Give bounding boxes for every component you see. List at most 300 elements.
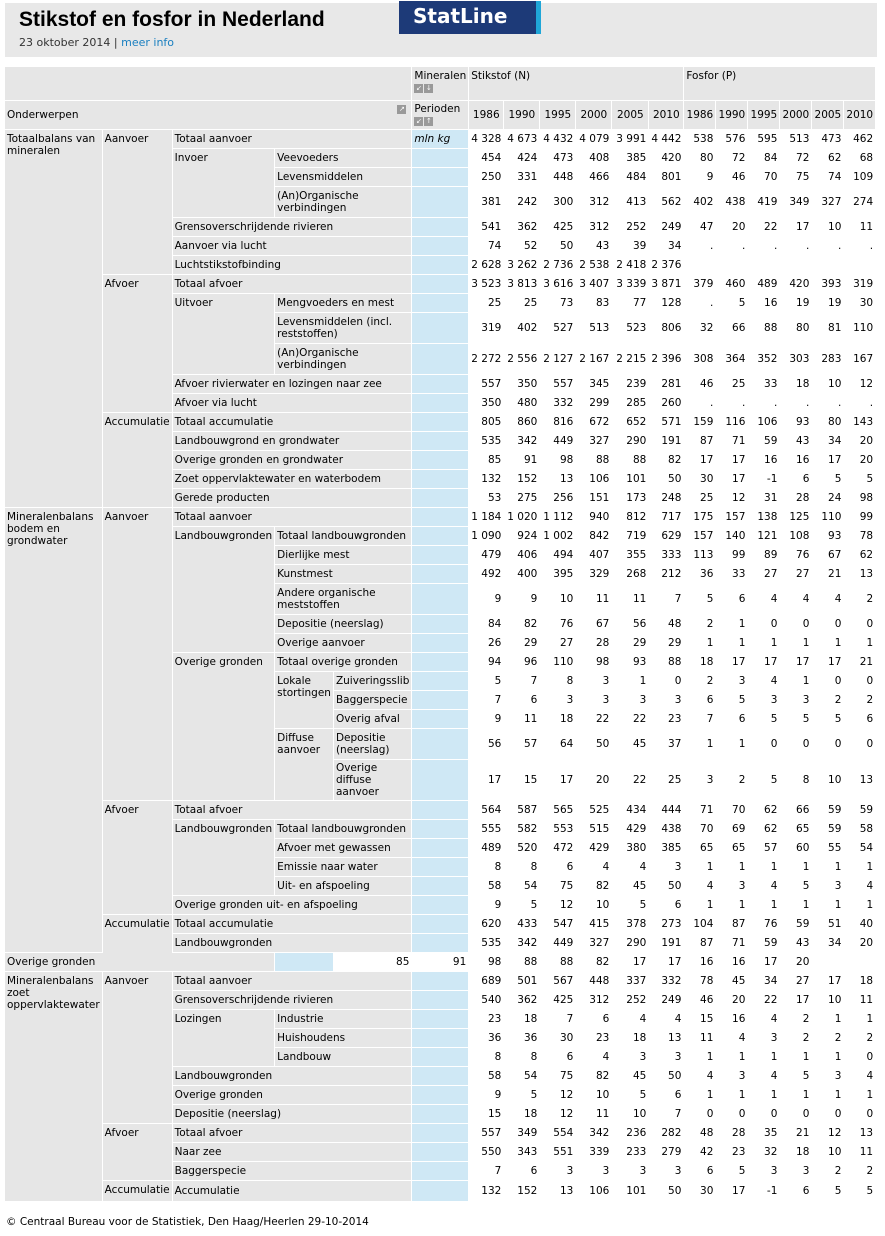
value-n: 8 — [504, 1048, 539, 1066]
value-p: 10 — [812, 760, 843, 800]
unit-cell — [412, 896, 468, 914]
value-n: 37 — [649, 729, 683, 759]
value-n: 74 — [469, 237, 503, 255]
unit-cell — [412, 275, 468, 293]
unit-cell — [412, 313, 468, 343]
value-n: 6 — [504, 691, 539, 709]
subgroup-overige-gronden: Overige gronden — [173, 653, 275, 800]
value-n: 22 — [576, 710, 611, 728]
value-p: 4 — [748, 672, 779, 690]
value-n: 252 — [612, 218, 648, 236]
unit-cell — [412, 256, 468, 274]
value-n: 312 — [576, 187, 611, 217]
value-n: 547 — [540, 915, 575, 933]
value-n: 67 — [576, 615, 611, 633]
table-row — [5, 1181, 875, 1201]
value-p: 0 — [844, 615, 875, 633]
value-p: 21 — [844, 653, 875, 671]
value-p: 125 — [780, 508, 811, 526]
value-p: 3 — [716, 877, 747, 895]
value-n: 3 616 — [540, 275, 575, 293]
section-totaalbalans: Totaalbalans van mineralen — [5, 130, 102, 507]
value-p: 34 — [812, 934, 843, 952]
value-p: 32 — [748, 1143, 779, 1161]
value-p — [748, 256, 779, 274]
value-p: 4 — [748, 1010, 779, 1028]
value-p: 17 — [612, 953, 648, 971]
expand-icon[interactable]: ↗ — [398, 105, 405, 113]
group-aanvoer: Aanvoer — [103, 972, 172, 1123]
value-p: 0 — [844, 1048, 875, 1066]
value-p: 106 — [748, 413, 779, 431]
unit-cell — [412, 508, 468, 526]
row-label: Depositie (neerslag) — [275, 615, 411, 633]
value-n: 233 — [612, 1143, 648, 1161]
value-p: 27 — [748, 565, 779, 583]
value-n: 12 — [540, 896, 575, 914]
value-p: 1 — [748, 1086, 779, 1104]
value-n: 77 — [612, 294, 648, 312]
unit-cell — [412, 691, 468, 709]
value-n: 3 — [649, 691, 683, 709]
value-p: 1 — [780, 634, 811, 652]
year-header: 2005 — [612, 101, 648, 129]
row-label: Overige diffuse aanvoer — [334, 760, 411, 800]
value-n: 4 328 — [469, 130, 503, 148]
row-label: Landbouwgronden — [173, 934, 412, 952]
unit-cell — [412, 565, 468, 583]
collapse-icon[interactable]: ↙ — [415, 83, 422, 92]
value-p: 1 — [780, 896, 811, 914]
unit-cell — [412, 1048, 468, 1066]
value-p: 0 — [812, 1105, 843, 1123]
value-p: 62 — [812, 149, 843, 167]
value-p: 18 — [780, 1143, 811, 1161]
value-p: 2 — [780, 1029, 811, 1047]
value-p: 18 — [780, 375, 811, 393]
year-header: 2010 — [844, 101, 875, 129]
value-n: 285 — [612, 394, 648, 412]
value-p: 16 — [780, 451, 811, 469]
value-p: 20 — [844, 451, 875, 469]
value-p: 66 — [716, 313, 747, 343]
value-p: 1 — [716, 1086, 747, 1104]
value-n: 4 — [612, 858, 648, 876]
value-p: . — [844, 237, 875, 255]
value-n: 256 — [540, 489, 575, 507]
row-label: Depositie (neerslag) — [334, 729, 411, 759]
value-p: 5 — [844, 1181, 875, 1201]
value-n: 806 — [649, 313, 683, 343]
value-n: 5 — [612, 896, 648, 914]
value-n: 7 — [469, 691, 503, 709]
value-n: 9 — [469, 896, 503, 914]
value-p: 16 — [684, 953, 715, 971]
unit-cell — [412, 149, 468, 167]
value-n: 82 — [576, 953, 611, 971]
value-p: 3 — [748, 691, 779, 709]
value-n: 85 — [334, 953, 411, 971]
page-header — [5, 3, 877, 57]
subgroup-landbouwgronden: Landbouwgronden — [173, 820, 275, 895]
value-p: 69 — [716, 820, 747, 838]
value-p: 1 — [748, 1048, 779, 1066]
value-n: 7 — [540, 1010, 575, 1028]
dim-minerals-cell — [412, 67, 468, 100]
value-n: 0 — [649, 672, 683, 690]
value-n: 279 — [649, 1143, 683, 1161]
publication-date: 23 oktober 2014 — [19, 36, 111, 49]
value-n: 25 — [469, 294, 503, 312]
value-p: 0 — [844, 729, 875, 759]
value-n: 50 — [649, 1181, 683, 1201]
dim-subjects-cell — [5, 101, 411, 129]
value-p: . — [844, 394, 875, 412]
value-p: 89 — [748, 546, 779, 564]
value-p: 87 — [684, 432, 715, 450]
value-n: 82 — [576, 877, 611, 895]
value-n: 717 — [649, 508, 683, 526]
year-header: 1990 — [504, 101, 539, 129]
value-n: 191 — [649, 432, 683, 450]
value-n: 484 — [612, 168, 648, 186]
value-p: 71 — [716, 934, 747, 952]
value-n: 3 262 — [504, 256, 539, 274]
value-p: 4 — [748, 584, 779, 614]
value-n: 350 — [469, 394, 503, 412]
unit-cell — [412, 615, 468, 633]
value-n: 75 — [540, 1067, 575, 1085]
value-p: 1 — [812, 858, 843, 876]
row-label: Afvoer via lucht — [173, 394, 412, 412]
value-p: 20 — [780, 953, 811, 971]
year-header: 2005 — [812, 101, 843, 129]
value-n: 816 — [540, 413, 575, 431]
value-n: 515 — [576, 820, 611, 838]
value-p: 1 — [844, 858, 875, 876]
value-p: 6 — [844, 710, 875, 728]
value-n: 132 — [469, 470, 503, 488]
unit-cell — [412, 820, 468, 838]
value-p: 5 — [780, 710, 811, 728]
value-p: 80 — [780, 313, 811, 343]
value-p: 473 — [812, 130, 843, 148]
value-n: 128 — [649, 294, 683, 312]
value-n: 513 — [576, 313, 611, 343]
value-n: 88 — [649, 653, 683, 671]
value-n: 381 — [469, 187, 503, 217]
value-n: 10 — [540, 584, 575, 614]
value-n: 13 — [649, 1029, 683, 1047]
value-p: 2 — [684, 615, 715, 633]
value-p: . — [748, 394, 779, 412]
value-n: 3 407 — [576, 275, 611, 293]
row-label: Levensmiddelen — [275, 168, 411, 186]
value-p: 4 — [844, 877, 875, 895]
value-p: 62 — [748, 801, 779, 819]
value-n: 501 — [504, 972, 539, 990]
value-p: 274 — [844, 187, 875, 217]
value-p: 30 — [684, 1181, 715, 1201]
row-label: Totaal aanvoer — [173, 508, 412, 526]
value-n: 239 — [612, 375, 648, 393]
value-n: 22 — [612, 710, 648, 728]
value-n: 429 — [576, 839, 611, 857]
value-p: 6 — [716, 710, 747, 728]
value-n: 8 — [504, 858, 539, 876]
value-p: 0 — [812, 672, 843, 690]
value-n: 9 — [469, 710, 503, 728]
row-label: Huishoudens — [275, 1029, 411, 1047]
table-row — [5, 1124, 875, 1142]
value-n: 58 — [469, 877, 503, 895]
value-n: 23 — [649, 710, 683, 728]
table-row — [5, 953, 875, 971]
value-n: 564 — [469, 801, 503, 819]
unit-cell — [412, 1086, 468, 1104]
value-n: 83 — [576, 294, 611, 312]
value-n: 842 — [576, 527, 611, 545]
value-n: 101 — [612, 1181, 648, 1201]
value-n: 43 — [576, 237, 611, 255]
value-p: 17 — [716, 451, 747, 469]
row-label: Levensmiddelen (incl. reststoffen) — [275, 313, 411, 343]
unit-cell — [412, 168, 468, 186]
collapse-icon[interactable]: ↙ — [415, 116, 422, 125]
value-n: 812 — [612, 508, 648, 526]
row-label: Zoet oppervlaktewater en waterbodem — [173, 470, 412, 488]
value-p: 1 — [812, 1048, 843, 1066]
value-n: 11 — [576, 1105, 611, 1123]
value-p: 7 — [684, 710, 715, 728]
row-label: Totaal afvoer — [173, 1124, 412, 1142]
value-n: 429 — [612, 820, 648, 838]
value-n: 333 — [649, 546, 683, 564]
value-p: 1 — [716, 896, 747, 914]
year-header: 1986 — [684, 101, 715, 129]
value-n: 672 — [576, 413, 611, 431]
value-n: 13 — [540, 470, 575, 488]
unit-cell — [412, 729, 468, 759]
value-n: 132 — [469, 1181, 503, 1201]
value-n: 472 — [540, 839, 575, 857]
value-n: 88 — [540, 953, 575, 971]
value-p: 78 — [844, 527, 875, 545]
value-n: 45 — [612, 729, 648, 759]
value-p: 4 — [684, 877, 715, 895]
value-p: 402 — [684, 187, 715, 217]
value-p: 70 — [684, 820, 715, 838]
value-n: 571 — [649, 413, 683, 431]
value-n: 52 — [504, 237, 539, 255]
value-n: 3 — [612, 1048, 648, 1066]
value-p: 25 — [684, 489, 715, 507]
value-p: 1 — [684, 634, 715, 652]
value-p: 116 — [716, 413, 747, 431]
value-n: 541 — [469, 218, 503, 236]
value-n: 3 — [649, 858, 683, 876]
value-n: 565 — [540, 801, 575, 819]
value-n: 567 — [540, 972, 575, 990]
row-label: Andere organische meststoffen — [275, 584, 411, 614]
value-p: 15 — [684, 1010, 715, 1028]
value-p: 4 — [716, 1029, 747, 1047]
value-n: 1 112 — [540, 508, 575, 526]
unit-cell — [412, 1010, 468, 1028]
value-p: 76 — [748, 915, 779, 933]
sort-up-icon[interactable]: ↑ — [425, 116, 432, 125]
value-p: 17 — [812, 451, 843, 469]
row-label: Landbouwgrond en grondwater — [173, 432, 412, 450]
value-n: 82 — [576, 1067, 611, 1085]
value-n: 6 — [576, 1010, 611, 1028]
subgroup-landbouwgronden: Landbouwgronden — [173, 527, 275, 652]
value-p: 462 — [844, 130, 875, 148]
value-n: 248 — [649, 489, 683, 507]
value-n: 319 — [469, 313, 503, 343]
value-p: 75 — [780, 168, 811, 186]
value-n: 3 — [576, 1162, 611, 1180]
value-n: 2 556 — [504, 344, 539, 374]
value-n: 53 — [469, 489, 503, 507]
value-p: 8 — [780, 760, 811, 800]
value-n: 3 523 — [469, 275, 503, 293]
value-n: 268 — [612, 565, 648, 583]
value-p: 27 — [780, 972, 811, 990]
value-n: 562 — [649, 187, 683, 217]
value-n: 17 — [540, 760, 575, 800]
value-n: 400 — [504, 565, 539, 583]
value-n: 50 — [649, 877, 683, 895]
table-row — [5, 275, 875, 293]
value-n: 91 — [504, 451, 539, 469]
value-p: 4 — [780, 584, 811, 614]
unit-cell — [412, 1143, 468, 1161]
value-n: 73 — [540, 294, 575, 312]
value-p: 59 — [812, 801, 843, 819]
value-p: 0 — [780, 1105, 811, 1123]
value-p: 352 — [748, 344, 779, 374]
value-p: 88 — [748, 313, 779, 343]
value-n: 380 — [612, 839, 648, 857]
value-n: 1 184 — [469, 508, 503, 526]
value-p: 113 — [684, 546, 715, 564]
value-p: 68 — [844, 149, 875, 167]
value-n: 719 — [612, 527, 648, 545]
value-n: 11 — [504, 710, 539, 728]
more-info-link[interactable]: meer info — [121, 36, 175, 49]
value-p: 6 — [780, 470, 811, 488]
value-p: . — [684, 237, 715, 255]
value-p: 46 — [684, 991, 715, 1009]
value-p: 17 — [780, 653, 811, 671]
value-p — [780, 256, 811, 274]
value-n: 557 — [469, 375, 503, 393]
value-p: 19 — [780, 294, 811, 312]
value-p: 76 — [780, 546, 811, 564]
value-n: 56 — [469, 729, 503, 759]
value-n: 553 — [540, 820, 575, 838]
value-n: 342 — [504, 432, 539, 450]
value-p: 10 — [812, 991, 843, 1009]
value-p: -1 — [748, 1181, 779, 1201]
value-n: 420 — [649, 149, 683, 167]
year-header: 1995 — [540, 101, 575, 129]
value-p — [716, 256, 747, 274]
value-p: 93 — [780, 413, 811, 431]
value-p: 57 — [748, 839, 779, 857]
value-p: 419 — [748, 187, 779, 217]
value-p: 43 — [780, 432, 811, 450]
value-n: 275 — [504, 489, 539, 507]
value-p: 80 — [812, 413, 843, 431]
value-p: 72 — [780, 149, 811, 167]
value-n: 20 — [576, 760, 611, 800]
value-n: 2 215 — [612, 344, 648, 374]
value-n: 6 — [649, 896, 683, 914]
value-p: 5 — [780, 1067, 811, 1085]
value-p: 5 — [716, 294, 747, 312]
row-label: Overige gronden en grondwater — [173, 451, 412, 469]
value-p: 43 — [780, 934, 811, 952]
section-bodem: Mineralenbalans bodem en grondwater — [5, 508, 102, 952]
table-row — [5, 508, 875, 526]
value-p: 104 — [684, 915, 715, 933]
value-n: 88 — [576, 451, 611, 469]
value-n: 342 — [576, 1124, 611, 1142]
value-n: 252 — [612, 991, 648, 1009]
unit-cell — [412, 801, 468, 819]
value-n: 34 — [649, 237, 683, 255]
unit-cell — [412, 760, 468, 800]
value-p: 438 — [716, 187, 747, 217]
separator: | — [113, 36, 118, 49]
sort-down-icon[interactable]: ↓ — [425, 83, 432, 92]
value-n: 473 — [540, 149, 575, 167]
value-n: 8 — [469, 858, 503, 876]
value-p: 1 — [812, 896, 843, 914]
value-p: 93 — [812, 527, 843, 545]
value-p: 17 — [716, 653, 747, 671]
value-n: 15 — [469, 1105, 503, 1123]
value-n: 11 — [612, 584, 648, 614]
value-n: 5 — [504, 896, 539, 914]
value-n: 652 — [612, 413, 648, 431]
value-n: 17 — [469, 760, 503, 800]
value-n: 82 — [504, 615, 539, 633]
value-n: 406 — [504, 546, 539, 564]
value-n: 449 — [540, 432, 575, 450]
value-n: 6 — [540, 858, 575, 876]
value-n: 312 — [576, 218, 611, 236]
value-p: 1 — [844, 634, 875, 652]
value-p: 45 — [716, 972, 747, 990]
value-n: 3 — [649, 1162, 683, 1180]
value-p: 34 — [748, 972, 779, 990]
value-p: 81 — [812, 313, 843, 343]
value-p: 0 — [780, 615, 811, 633]
value-n: 312 — [576, 991, 611, 1009]
value-p: . — [684, 394, 715, 412]
value-n: 76 — [540, 615, 575, 633]
value-p: 21 — [780, 1124, 811, 1142]
value-n: 101 — [612, 470, 648, 488]
value-p: 23 — [716, 1143, 747, 1161]
value-p: 393 — [812, 275, 843, 293]
value-n: 6 — [649, 1086, 683, 1104]
value-p: 576 — [716, 130, 747, 148]
value-p: 59 — [780, 915, 811, 933]
